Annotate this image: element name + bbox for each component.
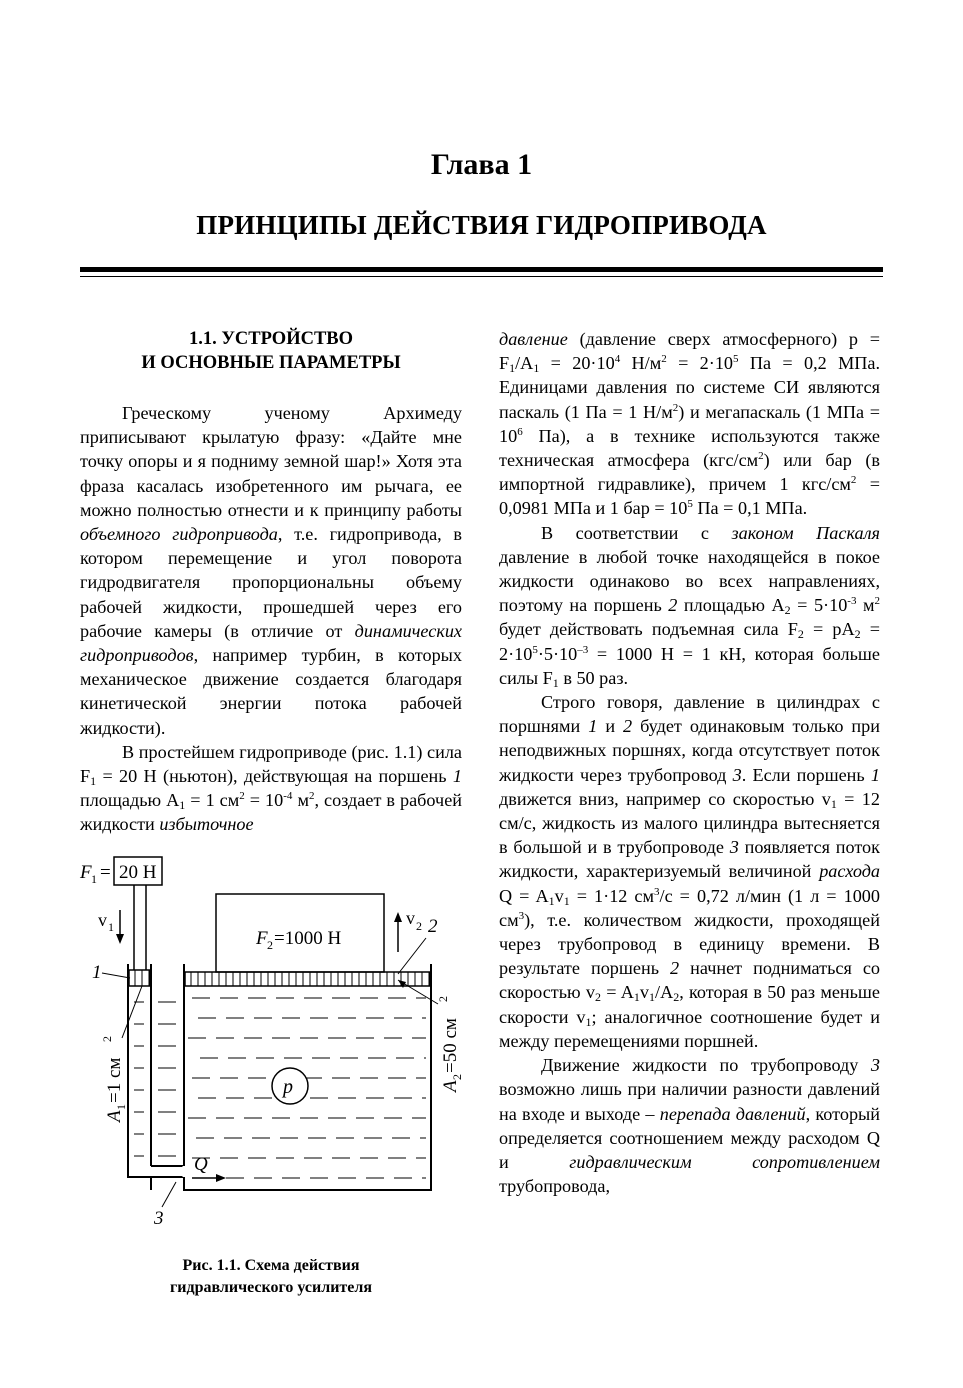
chapter-heading: Глава 1 bbox=[430, 148, 533, 181]
paragraph-pipe-flow: Движение жидкости по трубопроводу 3 возможно лишь при наличии разности давлений на входе и выходе – перепада давлений, который определяется соотношением между расходом Q и гидравлическим сопротивлением трубопровода, bbox=[499, 1055, 880, 1197]
label-1: 1 bbox=[92, 962, 102, 983]
title-rule-thin bbox=[80, 276, 883, 277]
label-2: 2 bbox=[428, 916, 438, 937]
f1-value: 20 Н bbox=[119, 862, 157, 883]
f1-sub: 1 bbox=[91, 872, 97, 886]
chapter-title: ПРИНЦИПЫ ДЕЙСТВИЯ ГИДРОПРИВОДА bbox=[196, 210, 767, 240]
paragraph-archimedes: Греческому ученому Архимеду приписывают крылатую фразу: «Дайте мне точку опоры и я подниму земной шар!» Хотя эта фраза касалась изобретенного им рычага, ее можно полностью отнести и к принципу работы объемного гидропривода, т.е. гидропривода, в котором перемещение и угол поворота гидродвигателя пропорциональны объему рабочей жидкости, прошедшей через его рабочие камеры (в отличие от динамических гидроприводов, например турбин, в которых механическое движение создается благодаря кинетической энергии потока рабочей жидкости). bbox=[80, 403, 462, 738]
label-3: 3 bbox=[154, 1208, 164, 1229]
svg-text:2: 2 bbox=[436, 996, 450, 1002]
a1-label bbox=[100, 1036, 128, 1124]
v2-sub: 2 bbox=[416, 919, 422, 933]
a2-label bbox=[436, 996, 464, 1094]
paragraph-pascal: В соответствии с законом Паскаля давление в любой точке находящейся в покое жидкости одинаково во всех направлениях, поэтому на поршень 2 площадью $A_2 = 5\cdot 10^{-3}$ $м^2$ будет действовать подъемная сила $F_2 = pA_2 = 2\cdot 10^5\cdot 5\cdot 10^{-3} = 1000$ Н = 1 кН, которая больше силы $F_1$ в 50 раз. bbox=[499, 522, 880, 690]
f1-label: F bbox=[80, 862, 92, 883]
v1-label: v bbox=[98, 910, 107, 930]
f1-eq: = bbox=[100, 862, 111, 883]
v1-sub: 1 bbox=[108, 920, 114, 934]
small-piston bbox=[129, 970, 150, 986]
small-cylinder bbox=[128, 964, 184, 1177]
title-rule-thick bbox=[80, 267, 883, 272]
svg-text:2: 2 bbox=[450, 1074, 464, 1080]
f2-value: =1000 Н bbox=[274, 928, 342, 949]
f2-label: F bbox=[256, 928, 268, 949]
figure-hydraulic-amplifier bbox=[76, 852, 468, 1232]
svg-text:A: A bbox=[104, 1110, 125, 1122]
svg-text:1: 1 bbox=[114, 1104, 128, 1110]
svg-text:=1 см: =1 см bbox=[104, 1057, 125, 1103]
big-piston bbox=[185, 972, 430, 986]
left-column bbox=[80, 401, 462, 837]
f2-sub: 2 bbox=[267, 938, 273, 952]
svg-text:2: 2 bbox=[100, 1036, 114, 1042]
right-column bbox=[499, 327, 880, 1198]
v2-label: v bbox=[406, 908, 415, 928]
figure-caption: Рис. 1.1. Схема действия гидравлического усилителя bbox=[169, 1257, 372, 1296]
paragraph-flow: Строго говоря, давление в цилиндрах с поршнями 1 и 2 будет одинаковым только при неподвижных поршнях, когда отсутствует поток жидкости через трубопровод 3. Если поршень 1 движется вниз, например со скоростью $v_1 = 12$ см/с, жидкость из малого цилиндра вытесняется в большой и в трубопроводе 3 появляется поток жидкости, характеризуемый величиной расхода $Q = A_1v_1 = 1\cdot 12$ $см^3/с = 0,72$ л/мин (1 л = 1000 $см^3$), т.е. количеством жидкости, проходящей через трубопровод в единицу времени. В результате поршень 2 начнет подниматься со скоростью $v_2 = A_1v_1/A_2$, которая в 50 раз меньше скорости $v_1$; аналогичное соотношение будет и между перемещениями поршней. bbox=[499, 692, 880, 1051]
section-heading: 1.1. УСТРОЙСТВО И ОСНОВНЫЕ ПАРАМЕТРЫ bbox=[141, 329, 401, 373]
pressure-label: p bbox=[283, 1076, 293, 1098]
paragraph-pressure: давление (давление сверх атмосферного) $p = F_1/A_1 = 20\cdot 10^4$ $Н/м^2 = 2\cdot 10^5$ Па = 0,2 МПа. Единицами давления по системе СИ являются паскаль (1 Па = 1 $Н/м^2$) и мегапаскаль (1 МПа = $10^6$ Па), а в технике используются также техническая атмосфера $(кгс/см^2)$ или бар (в импортной гидравлике), причем 1 кгс/$см^2 = 0,0981$ МПа и 1 бар = $10^5$ Па = 0,1 МПа. bbox=[499, 329, 880, 519]
svg-text:=50 см: =50 см bbox=[440, 1018, 461, 1073]
paragraph-simple-drive: В простейшем гидроприводе (рис. 1.1) сила $F_1 = 20$ Н (ньютон), действующая на поршень 1 площадью $A_1 = 1$ $см^2 = 10^{-4}$ $м^2$, создает в рабочей жидкости избыточное bbox=[80, 741, 463, 835]
flow-label: Q bbox=[194, 1154, 208, 1175]
svg-text:A: A bbox=[440, 1080, 461, 1092]
figure-diagram bbox=[76, 852, 468, 1232]
